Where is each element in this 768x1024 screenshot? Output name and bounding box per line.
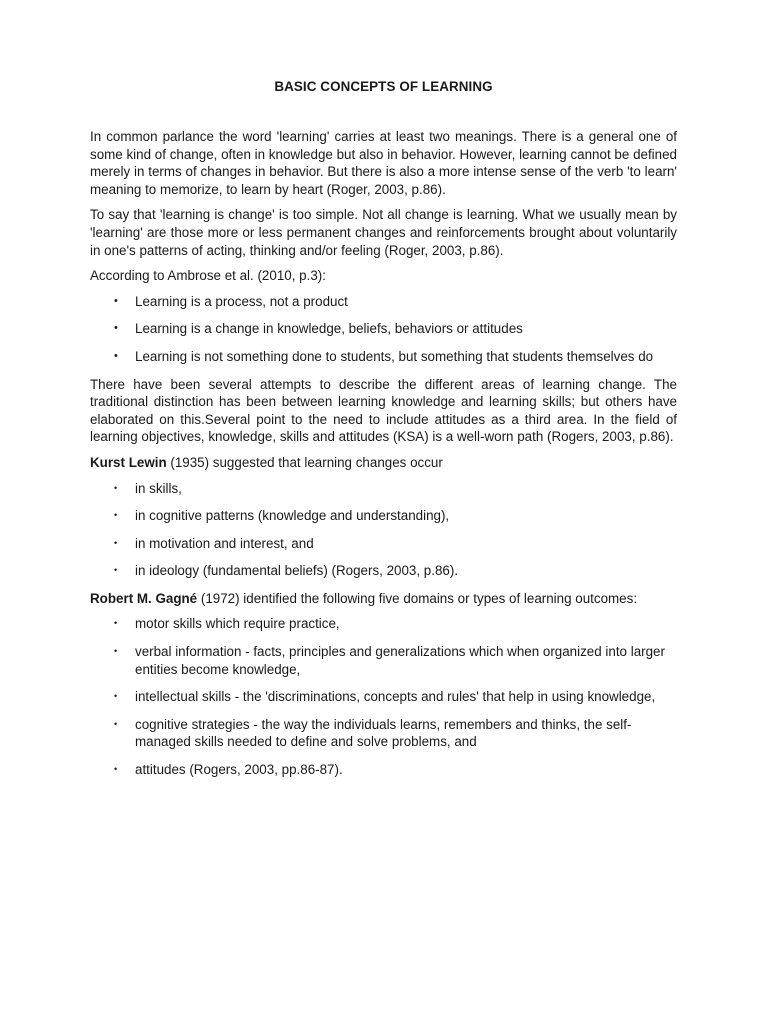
gagne-bullet-list (90, 615, 677, 778)
list-item-text: motor skills which require practice, (135, 616, 340, 632)
bullet-icon: • (114, 482, 118, 493)
bullet-icon: • (114, 718, 118, 729)
bullet-icon: • (114, 510, 118, 521)
bullet-icon: • (114, 322, 118, 335)
list-item (90, 615, 677, 633)
gagne-intro-text: (1972) identified the following five domains or types of learning outcomes: (197, 590, 638, 606)
paragraph-parlance: In common parlance the word 'learning' carries at least two meanings. There is a general one of some kind of change, often in knowledge but also in behavior. However, learning cannot be defined merely in terms of changes in behavior. But there is also a more intense sense of the verb 'to learn' meaning to memorize, to learn by heart (Roger, 2003, p.86). (90, 129, 677, 197)
paragraph-ambrose-intro: According to Ambrose et al. (2010, p.3): (90, 268, 326, 284)
list-item-text: intellectual skills - the 'discriminations, concepts and rules' that help in using knowledge, (135, 689, 656, 705)
list-item (90, 320, 677, 338)
lewin-intro-text: (1935) suggested that learning changes occur (166, 454, 443, 470)
bullet-icon: • (114, 646, 118, 657)
paragraph-areas-of-change: There have been several attempts to describe the different areas of learning change. The traditional distinction has been between learning knowledge and learning skills; but others have elaborated on this.Several point to the need to include attitudes as a third area. In the field of learning objectives, knowledge, skills and attitudes (KSA) is a well-worn path (Rogers, 2003, p.86). (90, 376, 677, 445)
list-item (90, 480, 677, 498)
ambrose-bullet-list (90, 293, 677, 366)
bullet-icon: • (114, 691, 118, 702)
list-item-text: in ideology (fundamental beliefs) (Rogers, 2003, p.86). (135, 563, 459, 579)
author-name-lewin: Kurst Lewin (90, 454, 167, 470)
list-item-text: Learning is not something done to students, but something that students themselves do (135, 348, 654, 364)
list-item (90, 535, 677, 553)
list-item-text: Learning is a process, not a product (135, 293, 348, 309)
list-item (90, 507, 677, 525)
bullet-icon: • (114, 565, 118, 576)
author-name-gagne: Robert M. Gagné (90, 590, 198, 606)
list-item-text: Learning is a change in knowledge, beliefs, behaviors or attitudes (135, 321, 523, 337)
list-item (90, 562, 677, 580)
list-item (90, 688, 677, 706)
list-item-text: verbal information - facts, principles and generalizations which when organized into larger entities become knowledge, (135, 644, 665, 677)
bullet-icon: • (114, 349, 118, 362)
paragraph-gagne-intro (90, 590, 677, 608)
document-body (90, 128, 677, 789)
list-item (90, 348, 677, 366)
lewin-bullet-list (90, 480, 677, 580)
bullet-icon: • (114, 294, 118, 307)
list-item-text: in cognitive patterns (knowledge and understanding), (135, 508, 450, 524)
list-item (90, 643, 677, 678)
bullet-icon: • (114, 537, 118, 548)
bullet-icon: • (114, 618, 118, 629)
list-item (90, 716, 677, 751)
list-item-text: in motivation and interest, and (135, 535, 314, 551)
document-title: BASIC CONCEPTS OF LEARNING (274, 79, 493, 94)
list-item (90, 761, 677, 779)
list-item-text: cognitive strategies - the way the individuals learns, remembers and thinks, the self-managed skills needed to define and solve problems, and (135, 716, 632, 750)
paragraph-lewin-intro (90, 454, 677, 472)
list-item (90, 293, 677, 311)
list-item-text: attitudes (Rogers, 2003, pp.86-87). (135, 762, 343, 778)
list-item-text: in skills, (135, 480, 182, 496)
paragraph-learning-is-change: To say that 'learning is change' is too simple. Not all change is learning. What we usually mean by 'learning' are those more or less permanent changes and reinforcements brought about voluntarily in one's patterns of acting, thinking and/or feeling (Roger, 2003, p.86). (90, 207, 677, 258)
bullet-icon: • (114, 764, 118, 775)
